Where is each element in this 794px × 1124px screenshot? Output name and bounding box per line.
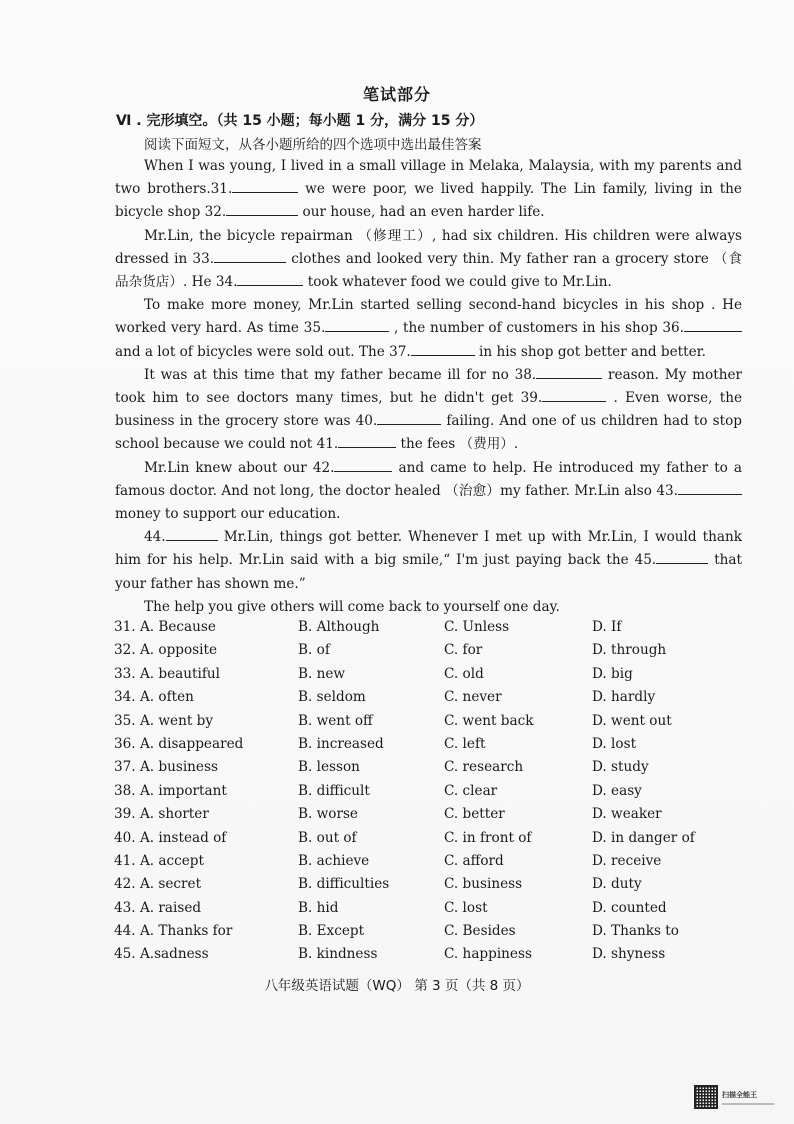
option-a: 43. A. raised [114,899,202,916]
text-run: When I was young, I lived in a small village in Melaka, Malaysia, with my parents and two brothers.31. [115,158,742,198]
option-b: B. Although [298,619,380,635]
option-c: C. afford [444,852,504,869]
watermark-line [722,1103,774,1105]
paragraph-3 [115,294,742,364]
blank-32 [226,201,298,216]
option-d: D. went out [592,712,672,729]
text-run: the fees （费用）. [396,436,519,453]
blank-38 [536,364,602,379]
text-run: clothes and looked very thin. My father ran a grocery store （食品杂货店）. He 34. [115,250,742,291]
option-b: B. new [298,665,346,682]
option-c: C. old [444,665,484,682]
blank-35 [325,317,389,332]
option-row [114,783,754,806]
answer-options [114,619,754,970]
watermark-text [722,1090,774,1105]
option-c: C. clear [444,782,498,799]
option-row [114,713,754,736]
option-d: D. big [592,665,633,682]
text-run: To make more money, Mr.Lin started selling second-hand bicycles in his shop . He worked very hard. As time 35. [115,297,742,337]
text-run: in his shop got better and better. [474,343,706,360]
option-d: D. through [592,642,667,659]
page-footer: 八年级英语试题（WQ） 第 3 页（共 8 页） [264,978,530,994]
option-d: D. in danger of [592,829,695,846]
option-a: 37. A. business [114,759,218,776]
option-c: C. in front of [444,829,532,846]
option-c: C. Besides [444,923,516,940]
text-run: money to support our education. [115,506,341,523]
option-a: 45. A.sadness [114,946,209,963]
option-d: D. duty [592,876,642,893]
option-c: C. went back [444,712,534,729]
option-c: C. happiness [444,946,532,963]
paragraph-5 [115,457,742,527]
blank-45 [656,549,708,564]
option-b: B. increased [298,735,384,752]
option-d: D. easy [592,782,642,799]
text-run: our house, had an even harder life. [298,204,545,221]
option-a: 33. A. beautiful [114,665,220,682]
text-run: 44. [144,529,166,546]
option-a: 34. A. often [114,689,194,706]
option-b: B. difficult [298,782,370,799]
blank-40 [377,410,441,425]
blank-31 [232,178,298,193]
text-run: reason. My mother took him to see doctors many times, but he didn't get 39. [115,366,742,407]
text-run: and a lot of bicycles were sold out. The 37. [115,343,411,360]
option-c: C. business [444,876,523,893]
text-run: that your father has shown me.” [115,552,742,592]
option-a: 44. A. Thanks for [114,923,233,940]
option-row [114,876,754,899]
option-d: D. hardly [592,689,656,706]
option-b: B. hid [298,899,339,916]
option-row [114,666,754,689]
blank-36 [684,317,742,332]
text-run: Mr.Lin, things got better. Whenever I met up with Mr.Lin, I would thank him for his help. Mr.Lin said with a big smile,“ I'm just paying back the 45. [115,529,742,569]
option-row [114,619,754,642]
instruction-text: 阅读下面短文，从各小题所给的四个选项中选出最佳答案 [144,137,482,153]
option-c: C. left [444,735,486,752]
paragraph-2 [115,225,742,295]
option-a: 32. A. opposite [114,642,218,659]
option-b: B. difficulties [298,876,390,893]
option-c: C. for [444,642,483,659]
paragraph-1 [115,155,742,225]
text-run: Mr.Lin, the bicycle repairman （修理工）, had six children. His children were always dressed in 33. [115,227,742,267]
option-b: B. seldom [298,689,366,706]
option-row [114,806,754,829]
option-b: B. Except [298,923,365,940]
option-row [114,830,754,853]
option-b: B. achieve [298,852,370,869]
blank-44 [166,526,218,541]
option-d: D. Thanks to [592,923,679,940]
blank-42 [334,457,392,472]
option-a: 35. A. went by [114,712,213,729]
option-d: D. If [592,619,622,635]
option-a: 31. A. Because [114,619,216,635]
option-a: 40. A. instead of [114,829,227,846]
qr-code-icon [694,1085,718,1109]
blank-34 [237,271,303,286]
text-run: and came to help. He introduced my father to a famous doctor. And not long, the doctor healed （治愈）my father. Mr.Lin also 43. [115,459,742,499]
option-row [114,946,754,969]
paragraph-6 [115,526,742,596]
paragraph-4 [115,364,742,457]
blank-43 [678,480,742,495]
section-heading: Ⅵ . 完形填空。（共 15 小题；每小题 1 分，满分 15 分） [116,113,484,129]
text-run: It was at this time that my father became ill for no 38. [144,366,537,383]
option-c: C. better [444,806,505,823]
option-row [114,923,754,946]
option-b: B. worse [298,806,358,823]
text-run: . Even worse, the business in the grocery store was 40. [115,390,742,430]
option-a: 36. A. disappeared [114,735,244,752]
option-row [114,642,754,665]
option-row [114,900,754,923]
option-b: B. lesson [298,759,360,776]
option-b: B. out of [298,829,357,846]
option-a: 38. A. important [114,782,227,799]
option-a: 42. A. secret [114,876,202,893]
option-row [114,853,754,876]
text-run: we were poor, we lived happily. The Lin family, living in the bicycle shop 32. [115,181,742,221]
option-c: C. never [444,689,502,706]
option-b: B. of [298,642,330,659]
option-c: C. lost [444,899,488,916]
option-d: D. counted [592,899,667,916]
text-run: Mr.Lin knew about our 42. [144,459,335,476]
option-a: 41. A. accept [114,852,204,869]
blank-33 [214,248,286,263]
paragraph-7: The help you give others will come back to yourself one day. [144,598,560,615]
option-d: D. shyness [592,946,666,963]
cloze-passage [115,155,742,619]
option-d: D. lost [592,735,637,752]
blank-37 [411,341,475,356]
scanner-watermark [694,1084,784,1110]
blank-41 [338,433,396,448]
option-c: C. research [444,759,524,776]
option-d: D. weaker [592,806,662,823]
text-run: failing. And one of us children had to stop school because we could not 41. [115,413,742,453]
text-run: , the number of customers in his shop 36. [389,320,684,337]
option-row [114,736,754,759]
text-run: took whatever food we could give to Mr.Lin. [303,274,612,291]
option-row [114,759,754,782]
page-title: 笔试部分 [362,85,431,104]
option-d: D. study [592,759,649,776]
option-b: B. went off [298,712,373,729]
option-c: C. Unless [444,619,510,635]
option-row [114,689,754,712]
option-b: B. kindness [298,946,378,963]
option-a: 39. A. shorter [114,806,209,823]
watermark-logo: 扫描全能王 [722,1090,757,1099]
option-d: D. receive [592,852,662,869]
blank-39 [542,387,606,402]
